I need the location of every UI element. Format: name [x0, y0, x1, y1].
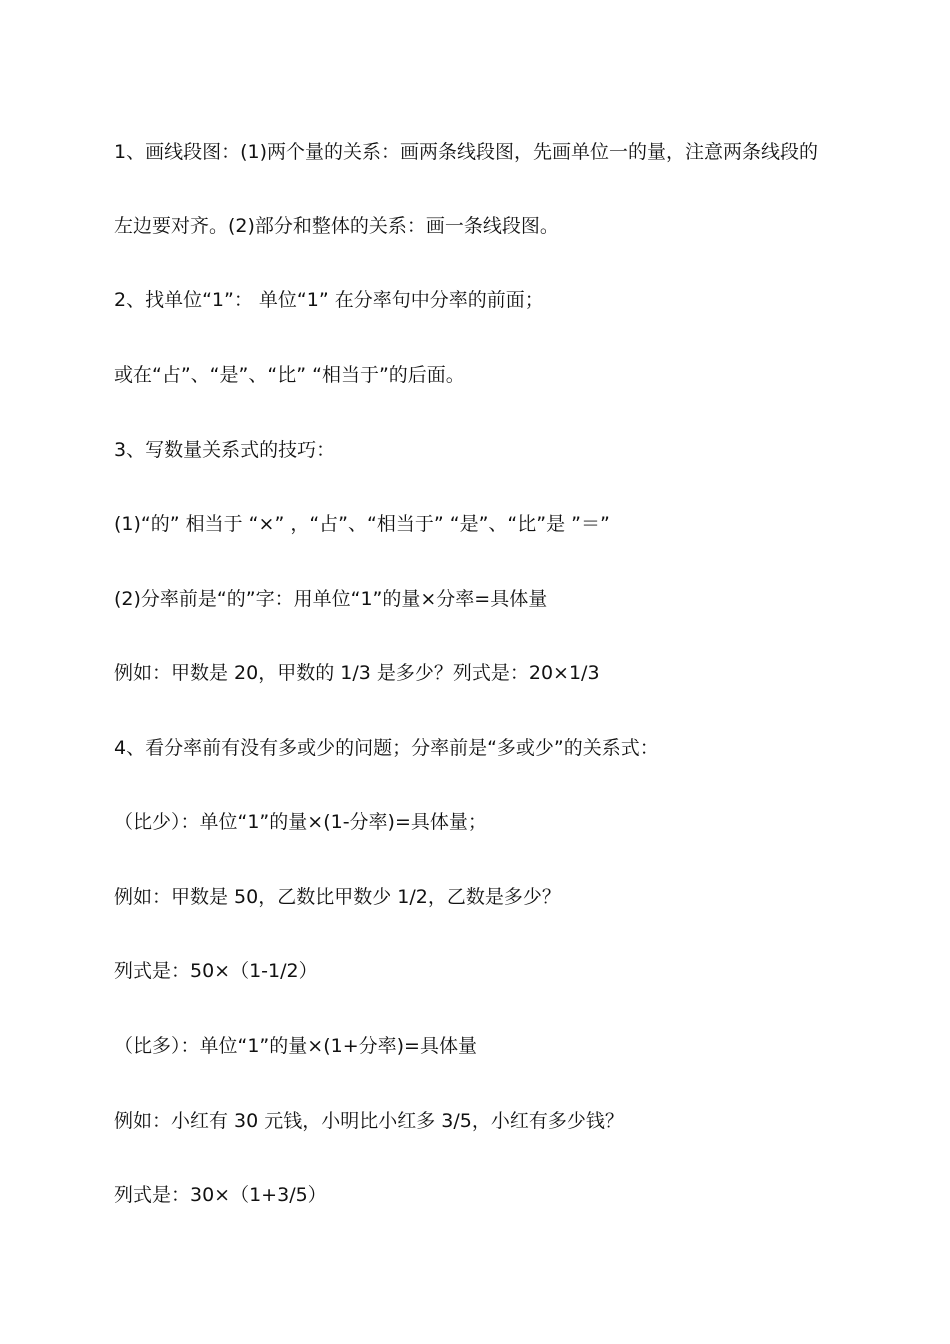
text-line-8: 例如：甲数是 20，甲数的 1/3 是多少？列式是：20×1/3: [114, 662, 600, 684]
text-line-7: (2)分率前是“的”字：用单位“1”的量×分率=具体量: [114, 588, 548, 610]
text-line-13: （比多）：单位“1”的量×(1+分率)=具体量: [114, 1035, 477, 1057]
text-line-5: 3、写数量关系式的技巧：: [114, 439, 336, 461]
text-line-9: 4、看分率前有没有多或少的问题；分率前是“多或少”的关系式：: [114, 737, 659, 759]
text-line-4: 或在“占”、“是”、“比” “相当于”的后面。: [114, 364, 465, 386]
text-line-12: 列式是：50×（1-1/2）: [114, 960, 318, 982]
text-line-14: 例如：小红有 30 元钱，小明比小红多 3/5，小红有多少钱？: [114, 1110, 624, 1132]
text-line-6: (1)“的” 相当于 “×” ，“占”、“相当于” “是”、“比”是 ”＝”: [114, 513, 610, 535]
text-line-15: 列式是：30×（1+3/5）: [114, 1184, 327, 1206]
text-line-10: （比少）：单位“1”的量×(1-分率)=具体量；: [114, 811, 487, 833]
text-line-11: 例如：甲数是 50，乙数比甲数少 1/2，乙数是多少？: [114, 886, 561, 908]
text-line-1: 1、画线段图：(1)两个量的关系：画两条线段图，先画单位一的量，注意两条线段的: [114, 141, 819, 163]
text-line-2: 左边要对齐。(2)部分和整体的关系：画一条线段图。: [114, 215, 559, 237]
text-line-3: 2、找单位“1”： 单位“1” 在分率句中分率的前面；: [114, 289, 544, 311]
